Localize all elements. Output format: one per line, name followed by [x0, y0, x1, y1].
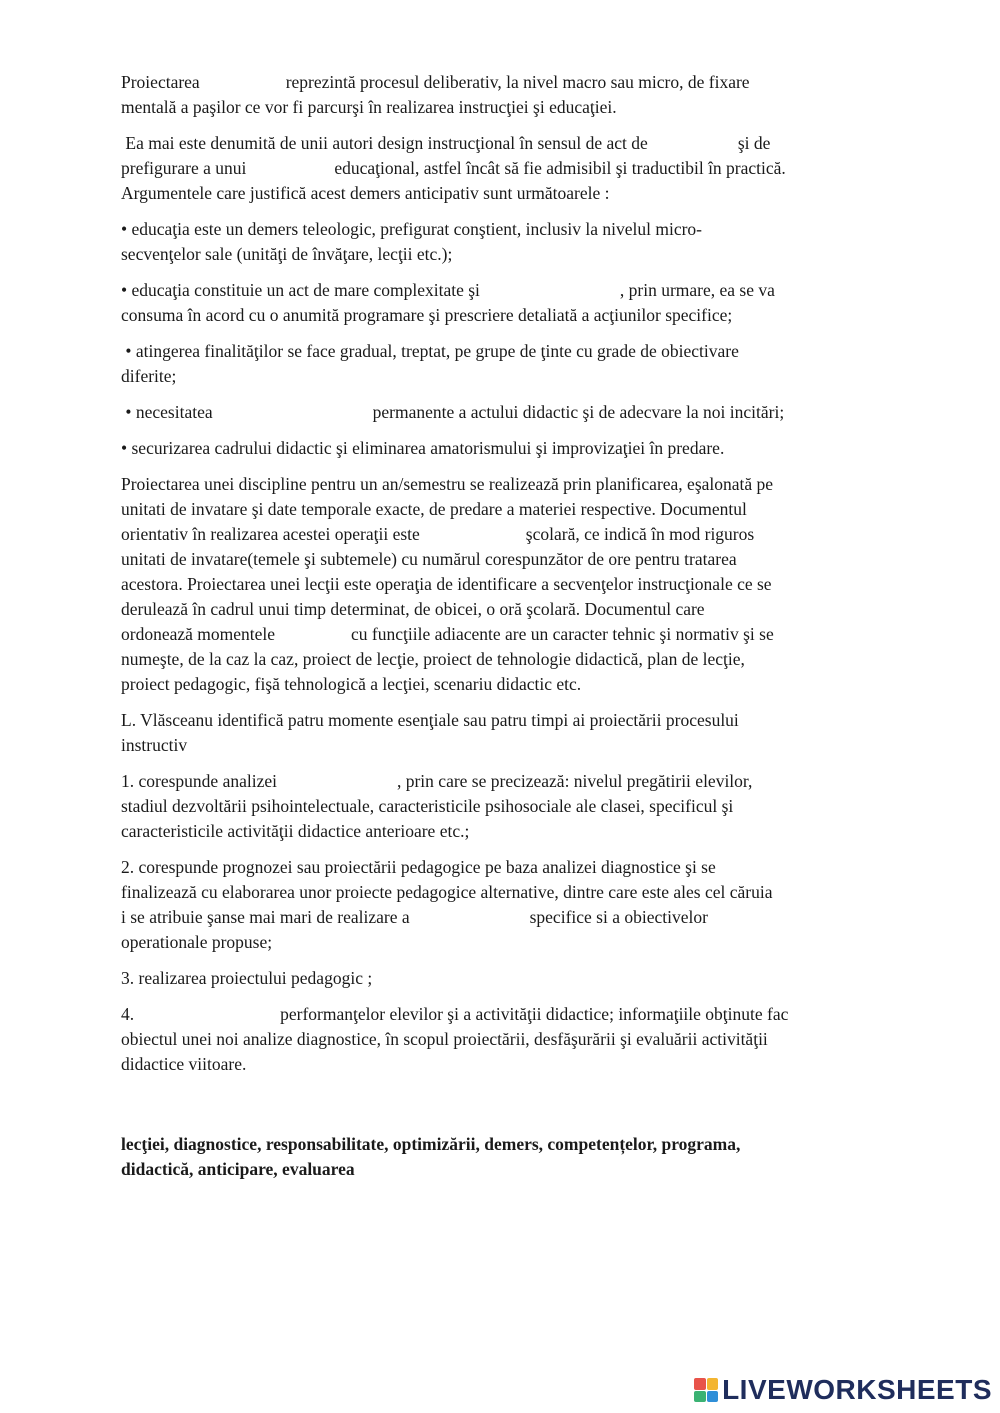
- blank-input[interactable]: [275, 626, 351, 646]
- logo-square: [694, 1378, 706, 1390]
- blank-input[interactable]: [213, 404, 373, 424]
- numbered-item: 2. corespunde prognozei sau proiectării pedagogice pe baza analizei diagnostice şi se finalizează cu elaborarea unor proiecte pedagogice alternative, dintre care este ales cel căruia i se atribuie şanse mai mari de realizare a specifice si a obiectivelor operationale propuse;: [121, 857, 773, 952]
- bullet-item: • atingerea finalităţilor se face gradual, treptat, pe grupe de ţinte cu grade de obiectivare diferite;: [121, 341, 739, 386]
- blank-input[interactable]: [134, 1006, 280, 1026]
- bullet-item: • educaţia constituie un act de mare complexitate şi , prin urmare, ea se va consuma în acord cu o anumită programare şi prescriere detaliată a acţiunilor specifice;: [121, 280, 775, 325]
- paragraph-design: Ea mai este denumită de unii autori design instrucţional în sensul de act de şi de prefigurare a unui educaţional, astfel încât să fie admisibil şi traductibil în practică. Argumentele care justifică acest demers anticipativ sunt următoarele :: [121, 133, 786, 203]
- logo-text: LIVEWORKSHEETS: [722, 1374, 992, 1405]
- bullet-item: • securizarea cadrului didactic şi eliminarea amatorismului şi improvizaţiei în predare.: [121, 438, 725, 458]
- bullet-item: • necesitatea permanente a actului didactic şi de adecvare la noi incitări;: [121, 402, 785, 422]
- bullet-item: • educaţia este un demers teleologic, prefigurat conştient, inclusiv la nivelul micro- secvenţelor sale (unităţi de învăţare, lecţii etc.);: [121, 219, 703, 264]
- logo-icon: [694, 1378, 718, 1402]
- numbered-item: 1. corespunde analizei , prin care se precizează: nivelul pregătirii elevilor, stadiul dezvoltării psihointelectuale, caracteristicile psihosociale ale clasei, specificul şi caracteristicile activităţii didactice anterioare etc.;: [121, 771, 753, 841]
- blank-input[interactable]: [648, 135, 738, 155]
- worksheet-body: [121, 70, 891, 1182]
- logo-square: [707, 1391, 719, 1403]
- paragraph-vlasceanu: L. Vlăsceanu identifică patru momente esenţiale sau patru timpi ai proiectării procesului instructiv: [121, 710, 739, 755]
- blank-input[interactable]: [420, 526, 526, 546]
- logo-square: [694, 1391, 706, 1403]
- numbered-item: 4. performanţelor elevilor şi a activităţii didactice; informaţiile obţinute fac obiectul unei noi analize diagnostice, în scopul proiectării, desfăşurării şi evaluării activităţii didactice viitoare.: [121, 1004, 789, 1074]
- blank-input[interactable]: [410, 909, 530, 929]
- paragraph-intro: Proiectarea reprezintă procesul deliberativ, la nivel macro sau micro, de fixare mentală a paşilor ce vor fi parcurşi în realizarea instrucţiei şi educaţiei.: [121, 72, 750, 117]
- liveworksheets-logo: [694, 1375, 992, 1405]
- word-bank: lecţiei, diagnostice, responsabilitate, optimizării, demers, competențelor, programa, didactică, anticipare, evaluarea: [121, 1134, 741, 1179]
- numbered-item: 3. realizarea proiectului pedagogic ;: [121, 968, 373, 988]
- blank-input[interactable]: [277, 773, 397, 793]
- logo-square: [707, 1378, 719, 1390]
- blank-input[interactable]: [480, 282, 620, 302]
- paragraph-planning: Proiectarea unei discipline pentru un an/semestru se realizează prin planificarea, eşalonată pe unitati de invatare şi date temporale exacte, de predare a materiei respective. Documentul orientativ în realizarea acestei operaţii este şcolară, ce indică în mod riguros unitati de invatare(temele şi subtemele) cu numărul corespunzător de ore pentru tratarea acestora. Proiectarea unei lecţii este operaţia de identificare a secvenţelor instrucţionale ce se derulează în cadrul unui timp determinat, de obicei, o oră şcolară. Documentul care ordonează momentele cu funcţiile adiacente are un caracter tehnic şi normativ şi se numeşte, de la caz la caz, proiect de lecţie, proiect de tehnologie didactică, plan de lecţie, proiect pedagogic, fişă tehnologică a lecţiei, scenariu didactic etc.: [121, 474, 774, 694]
- blank-input[interactable]: [246, 160, 334, 180]
- blank-input[interactable]: [200, 74, 286, 94]
